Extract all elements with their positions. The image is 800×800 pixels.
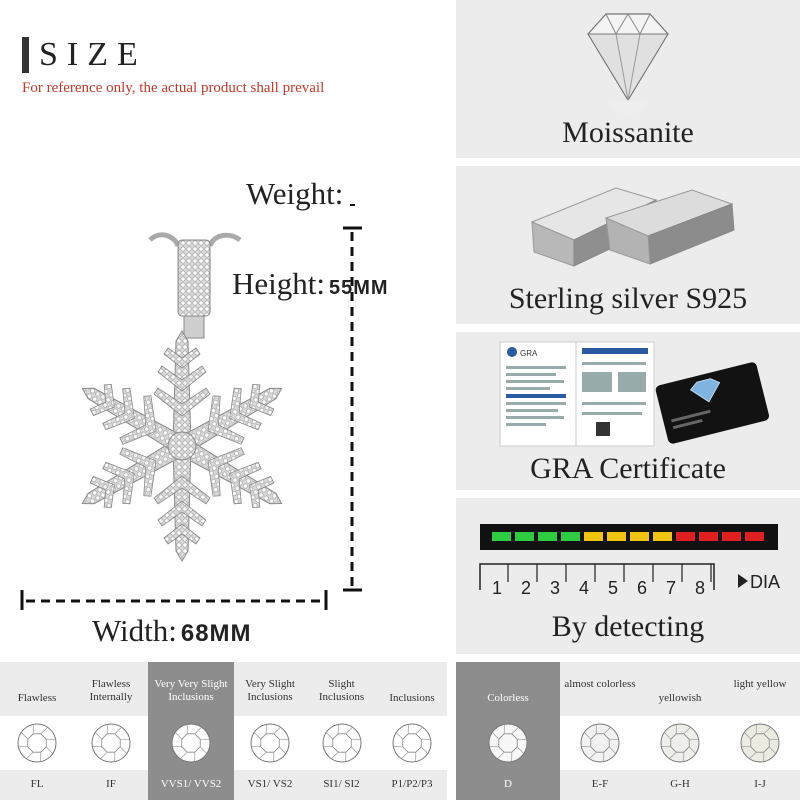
gem-icon [738,721,782,765]
gem-icon [89,721,133,765]
gem-icon [320,721,364,765]
clarity-column [148,662,234,800]
clarity-column [377,662,447,800]
gem-icon [248,721,292,765]
meter-cell [722,532,741,541]
gem-icon [658,721,702,765]
color-column [640,662,720,800]
clarity-code: FL [30,778,44,790]
clarity-heading: Flawless Internally [89,678,133,703]
meter-cell [699,532,718,541]
diamond-icon [456,0,800,120]
meter-cell [676,532,695,541]
meter-cell [745,532,764,541]
color-heading: Colorless [487,692,529,704]
meter-cell [492,532,511,541]
svg-text:GRA: GRA [520,349,538,358]
certificate-icon [456,332,800,448]
meter-cell [515,532,534,541]
color-grade-scale [456,662,800,800]
pendant-illustration [0,0,456,662]
snowflake-pendant [68,331,295,561]
clarity-column [74,662,148,800]
color-column [720,662,800,800]
clarity-heading: Very Slight Inclusions [245,678,295,703]
bail-graphic [178,240,210,316]
clarity-code: P1/P2/P3 [391,778,433,790]
reference-note: For reference only, the actual product shall prevail [22,80,325,96]
material-label: Moissanite [562,116,694,149]
clarity-code: VS1/ VS2 [247,778,293,790]
color-column [456,662,560,800]
color-code: E-F [591,778,609,790]
panel-moissanite [456,0,800,158]
clarity-scale [0,662,447,800]
color-code: G-H [670,778,690,790]
scale-number: 6 [637,578,648,598]
gem-icon [15,721,59,765]
detector-meter [456,498,800,608]
clarity-column [306,662,377,800]
color-code: I-J [754,778,766,790]
color-column [560,662,640,800]
detecting-label: By detecting [551,610,705,643]
meter-cell [538,532,557,541]
color-heading: yellowish [658,692,702,704]
panel-detecting [456,498,800,654]
scale-number: 8 [695,578,706,598]
metal-label: Sterling silver S925 [508,282,748,315]
clarity-heading: Very Very Slight Inclusions [154,678,228,703]
panel-gra-certificate [456,332,800,490]
width-value: 68MM [180,620,252,647]
play-icon [738,574,748,588]
width-dimension-line [22,590,326,610]
certificate-label: GRA Certificate [530,452,726,485]
scale-number: 1 [492,578,503,598]
clarity-code: VVS1/ VVS2 [160,778,222,790]
height-value: 55MM [329,277,389,299]
clarity-heading: Flawless [17,692,57,704]
clarity-heading: Inclusions [389,692,435,704]
size-title: SIZE [39,36,147,73]
weight-label: Weight: [246,176,344,211]
clarity-column [0,662,74,800]
scale-number: 5 [608,578,619,598]
color-code: D [504,778,512,790]
meter-cell [561,532,580,541]
height-label: Height: 55MM [232,266,389,301]
clarity-column [234,662,306,800]
width-label: Width: 68MM [92,613,252,648]
gem-icon [578,721,622,765]
scale-number: 7 [666,578,677,598]
scale-number: 4 [579,578,590,598]
clarity-code: IF [106,778,116,790]
meter-cell [630,532,649,541]
dia-label: DIA [750,572,781,592]
meter-cell [607,532,626,541]
clarity-code: SI1/ SI2 [323,778,360,790]
gem-icon [169,721,213,765]
meter-cell [653,532,672,541]
silver-bar-icon [456,170,800,280]
meter-cell [584,532,603,541]
scale-number: 2 [521,578,532,598]
gem-icon [486,721,530,765]
scale-number: 3 [550,578,561,598]
panel-sterling-silver [456,166,800,324]
color-heading: almost colorless [564,678,636,690]
clarity-heading: Slight Inclusions [318,678,365,703]
gem-icon [390,721,434,765]
color-heading: light yellow [733,678,787,690]
